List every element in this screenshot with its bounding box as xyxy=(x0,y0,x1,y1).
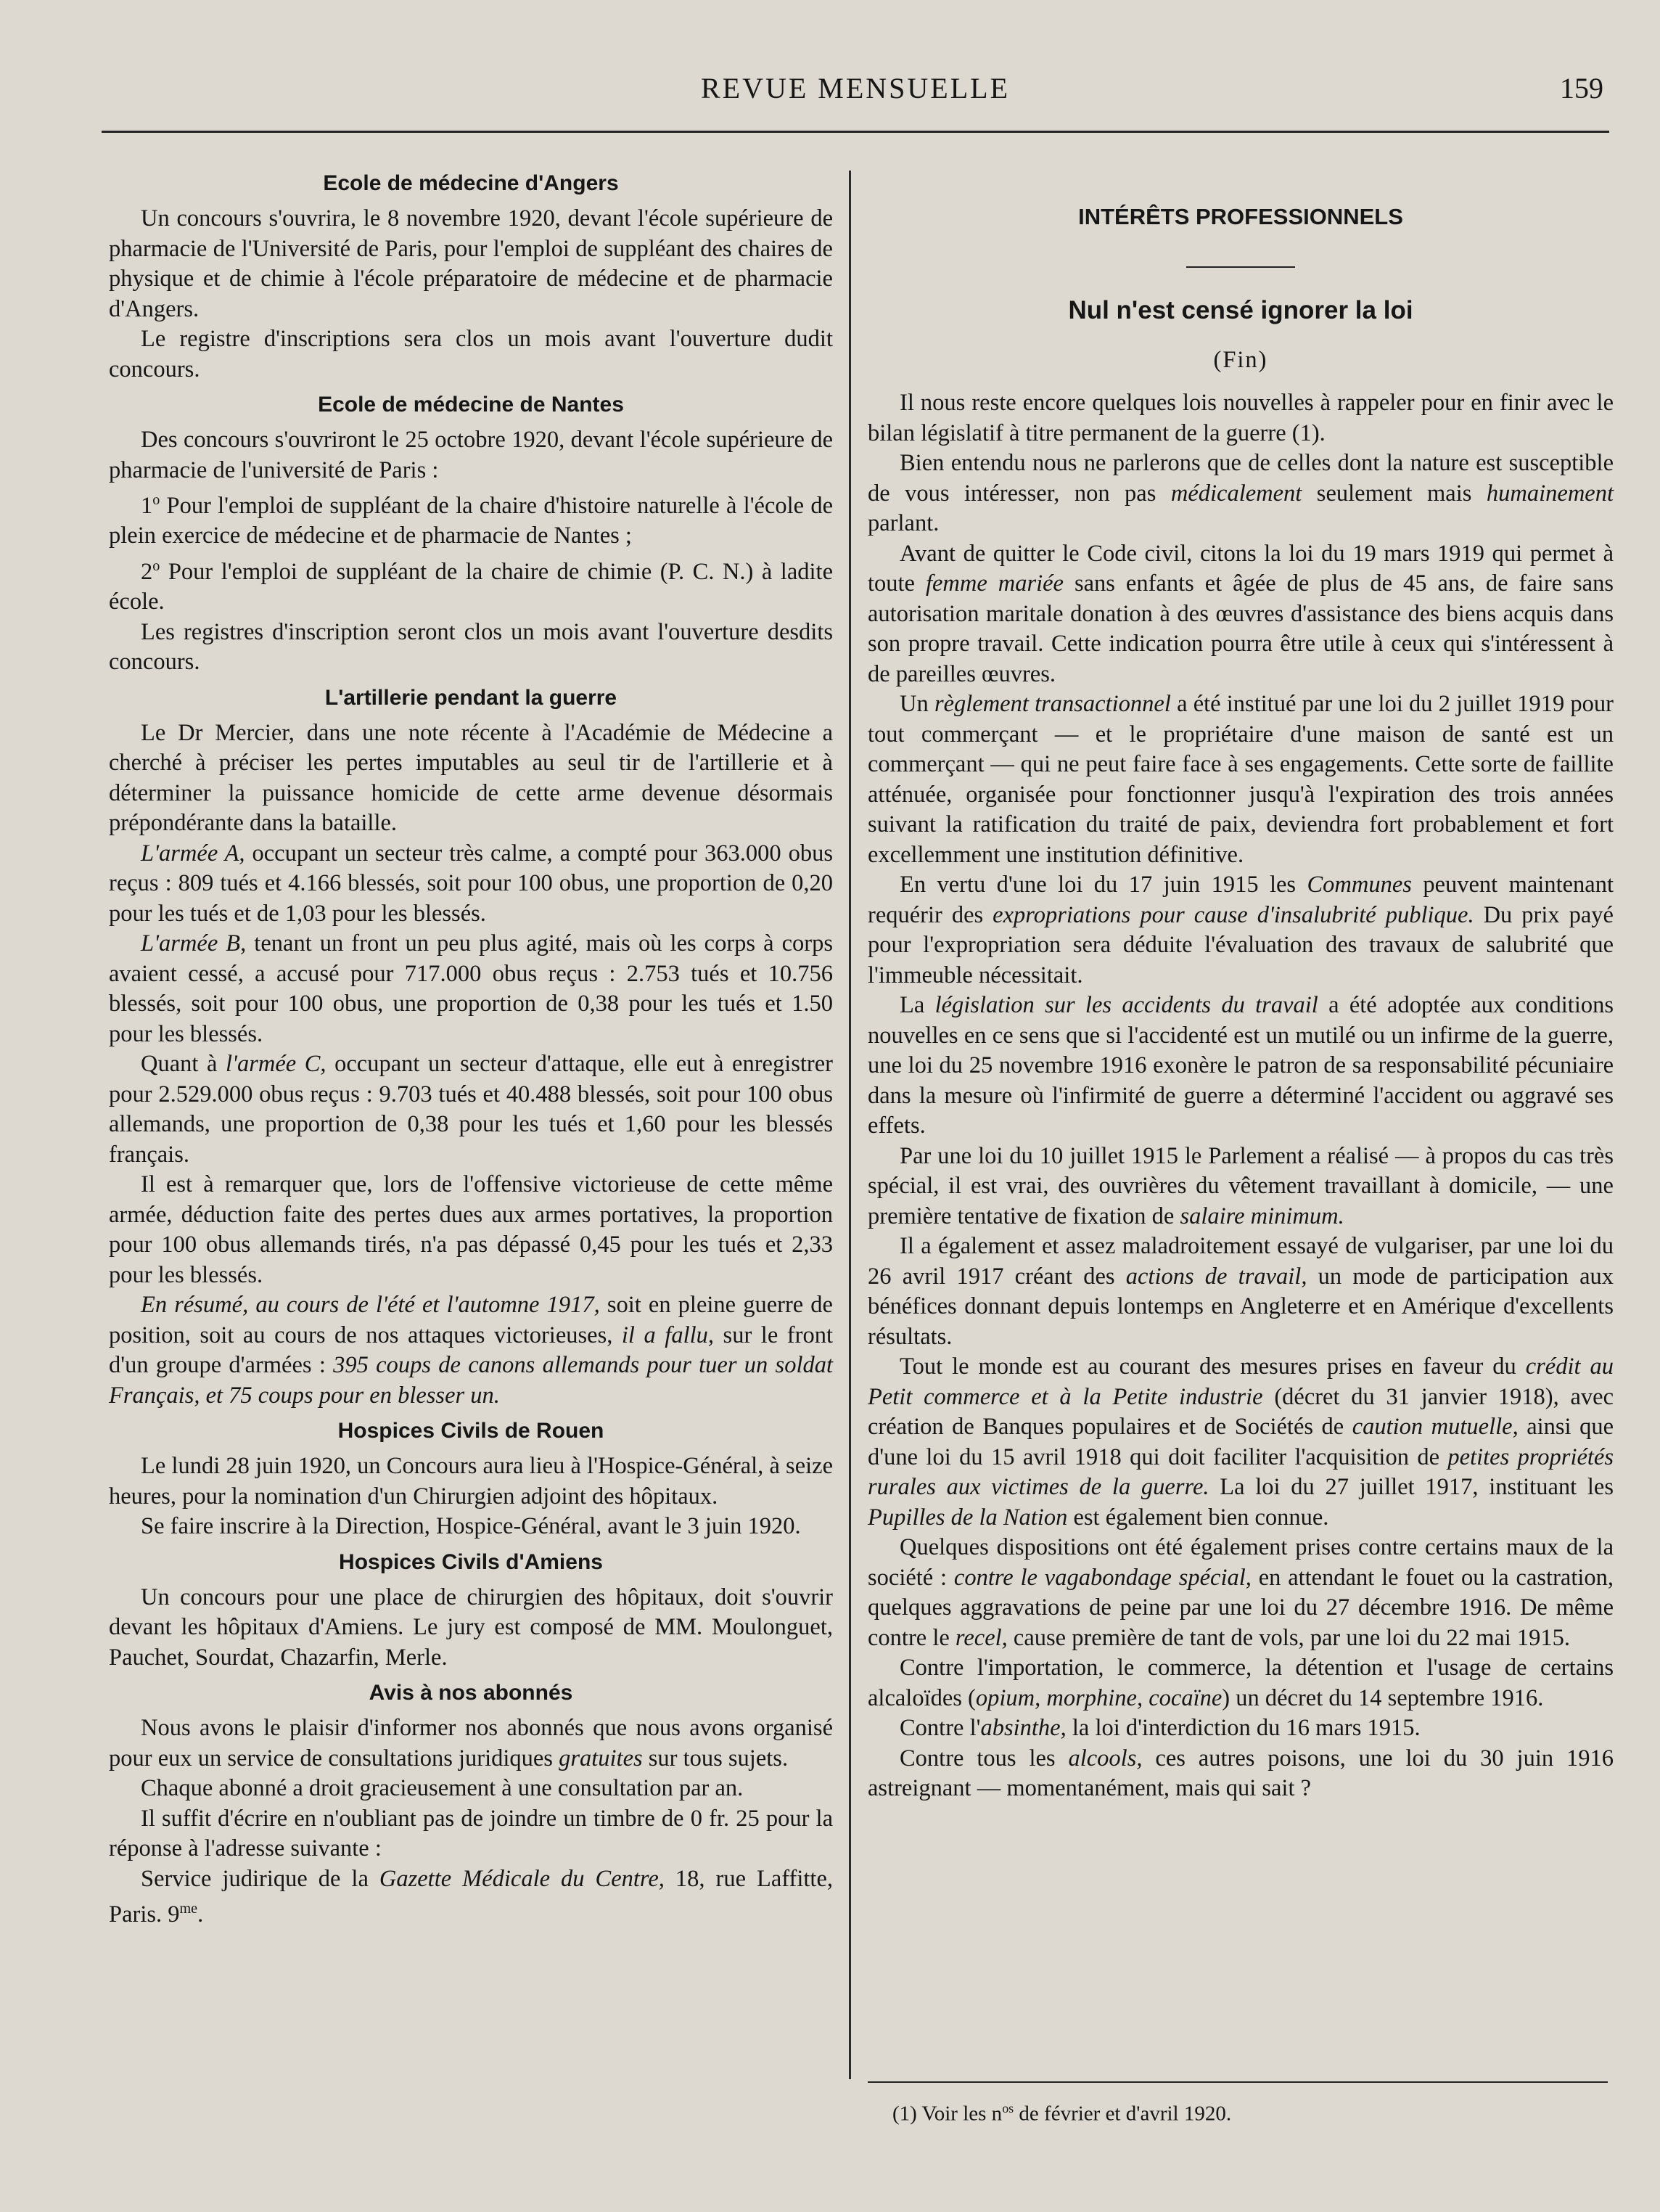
italic-run: expropriations pour cause d'insalubrité publique. xyxy=(993,901,1474,928)
paragraph: Se faire inscrire à la Direction, Hospice-Général, avant le 3 juin 1920. xyxy=(141,1513,801,1540)
italic-run: petites propriétés rurales aux victimes de la guerre. xyxy=(868,1443,1614,1500)
italic-run: gratuites xyxy=(559,1745,643,1771)
text-run: Nous avons le plaisir d'informer nos abonnés que nous avons organisé pour eux un service de consultations juridiques xyxy=(109,1715,833,1771)
section-title: INTÉRÊTS PROFESSIONNELS xyxy=(1078,204,1403,229)
italic-run: L'armée B, xyxy=(141,930,247,957)
ordinal-suffix: o xyxy=(152,492,160,508)
text-run: Il a également et assez maladroitement essayé de vulgariser, par une loi du 26 avril 1917 créant des xyxy=(868,1233,1614,1290)
text-run: sans enfants et âgée de plus de 45 ans, de faire sans autorisation maritale donation à des œuvres d'assistance des biens acquis dans son propre travail. Cette indication pourra être utile à ceux qui s'intéressent à de pareilles œuvres. xyxy=(868,570,1614,687)
paragraph xyxy=(109,1713,833,1774)
text-run: Par une loi du 10 juillet 1915 le Parlement a réalisé — à propos du cas très spécial, il est vrai, des ouvrières du vêtement travaillant à domicile, — une première tentative de fixation de xyxy=(868,1142,1614,1229)
article-title: L'artillerie pendant la guerre xyxy=(324,685,617,710)
paragraph xyxy=(109,1290,833,1411)
italic-run: il a fallu, xyxy=(621,1322,714,1348)
paragraph xyxy=(868,870,1614,991)
text-run: Du prix payé pour l'expropriation sera déduite l'évaluation des travaux de salubrité que l'immeuble nécessitait. xyxy=(868,901,1614,988)
article-title: Ecole de médecine de Nantes xyxy=(318,393,624,417)
text-run: ces autres poisons, une loi du 30 juin 1916 astreignant — momentanément, mais qui sait ? xyxy=(868,1745,1614,1801)
italic-run: humainement xyxy=(1486,480,1614,507)
italic-run: opium, morphine, cocaïne xyxy=(975,1684,1223,1711)
article-title: Ecole de médecine d'Angers xyxy=(323,171,619,195)
paragraph xyxy=(868,689,1614,870)
italic-run: contre le vagabondage spécial, xyxy=(953,1564,1252,1591)
italic-run: législation sur les accidents du travail xyxy=(934,992,1318,1018)
paragraph xyxy=(109,929,833,1049)
article-title: Hospices Civils d'Amiens xyxy=(339,1549,603,1574)
article-rouen xyxy=(109,1411,833,1542)
italic-run: règlement transactionnel xyxy=(934,691,1171,717)
article-nantes xyxy=(109,385,833,678)
superscript: os xyxy=(1002,2101,1014,2115)
text-run: Quelques dispositions ont été également prises contre certains maux de la société : xyxy=(868,1534,1614,1591)
text-run: Contre tous les xyxy=(900,1745,1069,1771)
superscript: me xyxy=(179,1901,198,1917)
paragraph xyxy=(868,1744,1614,1804)
text-run: ainsi que d'une loi du 15 avril 1918 qui doit faciliter l'acquisition de xyxy=(868,1414,1614,1470)
article-title: Hospices Civils de Rouen xyxy=(337,1419,604,1443)
text-run: de février et d'avril 1920. xyxy=(1014,2102,1232,2126)
text-run: La loi du 27 juillet 1917, instituant les xyxy=(1209,1474,1614,1500)
text-run: sur tous sujets. xyxy=(642,1745,789,1771)
text-run: Service judirique de la xyxy=(141,1865,379,1892)
spacer xyxy=(868,163,1614,197)
right-column xyxy=(868,163,1614,1804)
text-run: Pour l'emploi de suppléant de la chaire d'histoire naturelle à l'école de plein exercice de médecine et de pharmacie de Nantes ; xyxy=(109,492,833,549)
text-run: Contre l'importation, le commerce, la détention et l'usage de certains alcaloïdes ( xyxy=(868,1655,1614,1711)
text-run: La xyxy=(900,992,935,1018)
running-title: REVUE MENSUELLE xyxy=(700,72,1011,105)
italic-run: L'armée A, xyxy=(141,840,245,867)
italic-run: femme mariée xyxy=(925,570,1064,597)
paragraph: Un concours s'ouvrira, le 8 novembre 1920, devant l'école supérieure de pharmacie de l'Université de Paris, pour l'emploi de suppléant des chaires de physique et de chimie à l'école préparatoire de médecine et de pharmacie d'Angers. xyxy=(109,205,833,322)
text-run: a été adoptée aux conditions nouvelles en ce sens que si l'accidenté est un mutilé ou un infirme de la guerre, une loi du 25 novembre 1916 exonère le patron de sa responsabilité pécuniaire dans la mesure où l'infirmité de guerre a déterminé l'accident ou aggravé ses effets. xyxy=(868,992,1614,1139)
fin-label: (Fin) xyxy=(1213,347,1268,373)
text-run: Un xyxy=(900,691,934,717)
text-run: a été institué par une loi du 2 juillet 1919 pour tout commerçant — et le propriétaire d'une maison de santé est un commerçant — qui ne peut faire face à ses engagements. Cette sorte de faillite atténuée, organisée pour fonctionner jusqu'à l'expiration des trois années suivant la ratification du traité de paix, deviendra fort probablement et fort excellemment une institution définitive. xyxy=(868,691,1614,868)
italic-run: En résumé, au cours de l'été et l'automne 1917, xyxy=(141,1292,600,1319)
column-divider xyxy=(849,171,851,2079)
text-run: tenant un front un peu plus agité, mais où les corps à corps avaient cessé, a accusé pour 717.000 obus reçus : 2.753 tués et 10.756 blessés, soit pour 100 obus, une proportion de 0,38 pour les tués et 1.50 pour les blessés. xyxy=(109,930,833,1047)
text-run: cause première de tant de vols, par une loi du 22 mai 1915. xyxy=(1007,1624,1571,1651)
text-run: 18, rue Laffitte, Paris. 9 xyxy=(109,1865,833,1928)
text-run: Tout le monde est au courant des mesures prises en faveur du xyxy=(900,1353,1526,1380)
paragraph: Le registre d'inscriptions sera clos un mois avant l'ouverture dudit concours. xyxy=(109,326,833,382)
text-run: peuvent maintenant requérir des xyxy=(868,872,1614,928)
text-run: en attendant le fouet ou la castration, quelques aggravations de peine par une loi du 27 décembre 1916. De même contre le xyxy=(868,1564,1614,1651)
text-run: seulement mais xyxy=(1302,480,1487,507)
left-column xyxy=(109,163,833,1930)
italic-run: recel, xyxy=(955,1624,1008,1651)
paragraph xyxy=(109,552,833,618)
paragraph xyxy=(868,1232,1614,1352)
paragraph: Un concours pour une place de chirurgien des hôpitaux, doit s'ouvrir devant les hôpitaux d'Amiens. Le jury est composé de MM. Moulonguet, Pauchet, Sourdat, Chazarfin, Merle. xyxy=(109,1584,833,1671)
paragraph xyxy=(868,1713,1614,1744)
ordinal-suffix: o xyxy=(152,557,160,574)
italic-run: actions de travail, xyxy=(1125,1263,1307,1290)
text-run: un mode de participation aux bénéfices donnant depuis lontemps en Angleterre et en Amérique d'excellents résultats. xyxy=(868,1263,1614,1350)
italic-run: médicalement xyxy=(1170,480,1302,507)
paragraph: Il nous reste encore quelques lois nouvelles à rappeler pour en finir avec le bilan législatif à titre permanent de la guerre (1). xyxy=(868,390,1614,446)
short-rule xyxy=(1186,266,1295,268)
paragraph: Chaque abonné a droit gracieusement à une consultation par an. xyxy=(141,1775,744,1802)
italic-run: 395 coups de canons allemands pour tuer un soldat Français, et 75 coups pour en blesser un. xyxy=(109,1352,833,1409)
text-run: occupant un secteur très calme, a compté pour 363.000 obus reçus : 809 tués et 4.166 blessés, soit pour 100 obus, une proportion de 0,20 pour les tués et de 1,03 pour les blessés. xyxy=(109,840,833,927)
italic-run: Pupilles de la Nation xyxy=(868,1504,1068,1531)
paragraph xyxy=(109,1049,833,1170)
paragraph: Des concours s'ouvriront le 25 octobre 1920, devant l'école supérieure de pharmacie de l'université de Paris : xyxy=(109,427,833,483)
paragraph: Il suffit d'écrire en n'oubliant pas de joindre un timbre de 0 fr. 25 pour la réponse à l'adresse suivante : xyxy=(109,1805,833,1862)
paragraph xyxy=(868,1142,1614,1232)
page-number: 159 xyxy=(1560,72,1603,105)
paragraph xyxy=(868,539,1614,690)
text-run: Contre l' xyxy=(900,1715,981,1741)
paragraph xyxy=(109,486,833,552)
paragraph xyxy=(868,448,1614,539)
article-title: Nul n'est censé ignorer la loi xyxy=(1068,296,1413,324)
text-run: . xyxy=(197,1901,204,1928)
paragraph: Les registres d'inscription seront clos un mois avant l'ouverture desdits concours. xyxy=(109,618,833,676)
italic-run: Communes xyxy=(1307,872,1412,898)
italic-run: caution mutuelle, xyxy=(1352,1414,1519,1440)
paragraph: Le Dr Mercier, dans une note récente à l'Académie de Médecine a cherché à préciser les pertes imputables au seul tir de l'artillerie et à déterminer la puissance homicide de cette arme devenue désormais prépondérante dans la bataille. xyxy=(109,719,833,837)
italic-run: Gazette Médicale du Centre, xyxy=(379,1865,665,1892)
text-run: parlant. xyxy=(868,510,940,536)
text-run: Pour l'emploi de suppléant de la chaire de chimie (P. C. N.) à ladite école. xyxy=(109,558,833,615)
text-run: soit en pleine guerre de position, soit au cours de nos attaques victorieuses, xyxy=(109,1292,833,1348)
paragraph xyxy=(109,839,833,930)
text-run: En vertu d'une loi du 17 juin 1915 les xyxy=(900,872,1307,898)
list-number: 2 xyxy=(141,558,153,585)
text-run: la loi d'interdiction du 16 mars 1915. xyxy=(1066,1715,1421,1741)
italic-run: salaire minimum. xyxy=(1180,1203,1344,1229)
footnote-rule xyxy=(868,2081,1608,2083)
paragraph xyxy=(109,1864,833,1930)
paragraph: Le lundi 28 juin 1920, un Concours aura lieu à l'Hospice-Général, à seize heures, pour la nomination d'un Chirurgien adjoint des hôpitaux. xyxy=(109,1453,833,1510)
text-run: Avant de quitter le Code civil, citons la loi du 19 mars 1919 qui permet à toute xyxy=(868,540,1614,597)
article-title: Avis à nos abonnés xyxy=(369,1681,573,1705)
text-run: est également bien connue. xyxy=(1067,1504,1329,1531)
text-run: Bien entendu nous ne parlerons que de celles dont la nature est susceptible de vous intéresser, non pas xyxy=(868,450,1614,507)
footnote xyxy=(892,2101,1231,2126)
paragraph xyxy=(868,1533,1614,1653)
italic-run: crédit au Petit commerce et à la Petite industrie xyxy=(868,1353,1614,1410)
text-run: ) un décret du 14 septembre 1916. xyxy=(1222,1684,1544,1711)
article-amiens xyxy=(109,1542,833,1674)
article-angers xyxy=(109,163,833,385)
paragraph xyxy=(868,991,1614,1142)
text-run: (décret du 31 janvier 1918), avec création de Banques populaires et de Sociétés de xyxy=(868,1383,1614,1440)
text-run: sur le front d'un groupe d'armées : xyxy=(109,1322,833,1379)
paragraph xyxy=(868,1352,1614,1533)
article-artillerie xyxy=(109,678,833,1412)
paragraph xyxy=(868,1653,1614,1713)
page-header xyxy=(102,71,1609,136)
list-number: 1 xyxy=(141,492,153,519)
italic-run: absinthe, xyxy=(980,1715,1067,1741)
article-avis-abonnes xyxy=(109,1673,833,1930)
text-run: occupant un secteur d'attaque, elle eut à enregistrer pour 2.529.000 obus reçus : 9.703 tués et 40.488 blessés, soit pour 100 obus allemands, une proportion de 0,38 pour les tués et 1,60 pour les blessés français. xyxy=(109,1051,833,1168)
header-rule xyxy=(102,131,1609,133)
italic-run: l'armée C, xyxy=(225,1051,326,1078)
text-run: Quant à xyxy=(141,1051,226,1078)
italic-run: alcools, xyxy=(1068,1745,1143,1771)
text-run: (1) Voir les n xyxy=(892,2102,1003,2126)
paragraph: Il est à remarquer que, lors de l'offensive victorieuse de cette même armée, déduction faite des pertes dues aux armes portatives, la proportion pour 100 obus allemands tirés, n'a pas dépassé 0,45 pour les tués et 2,33 pour les blessés. xyxy=(109,1171,833,1288)
